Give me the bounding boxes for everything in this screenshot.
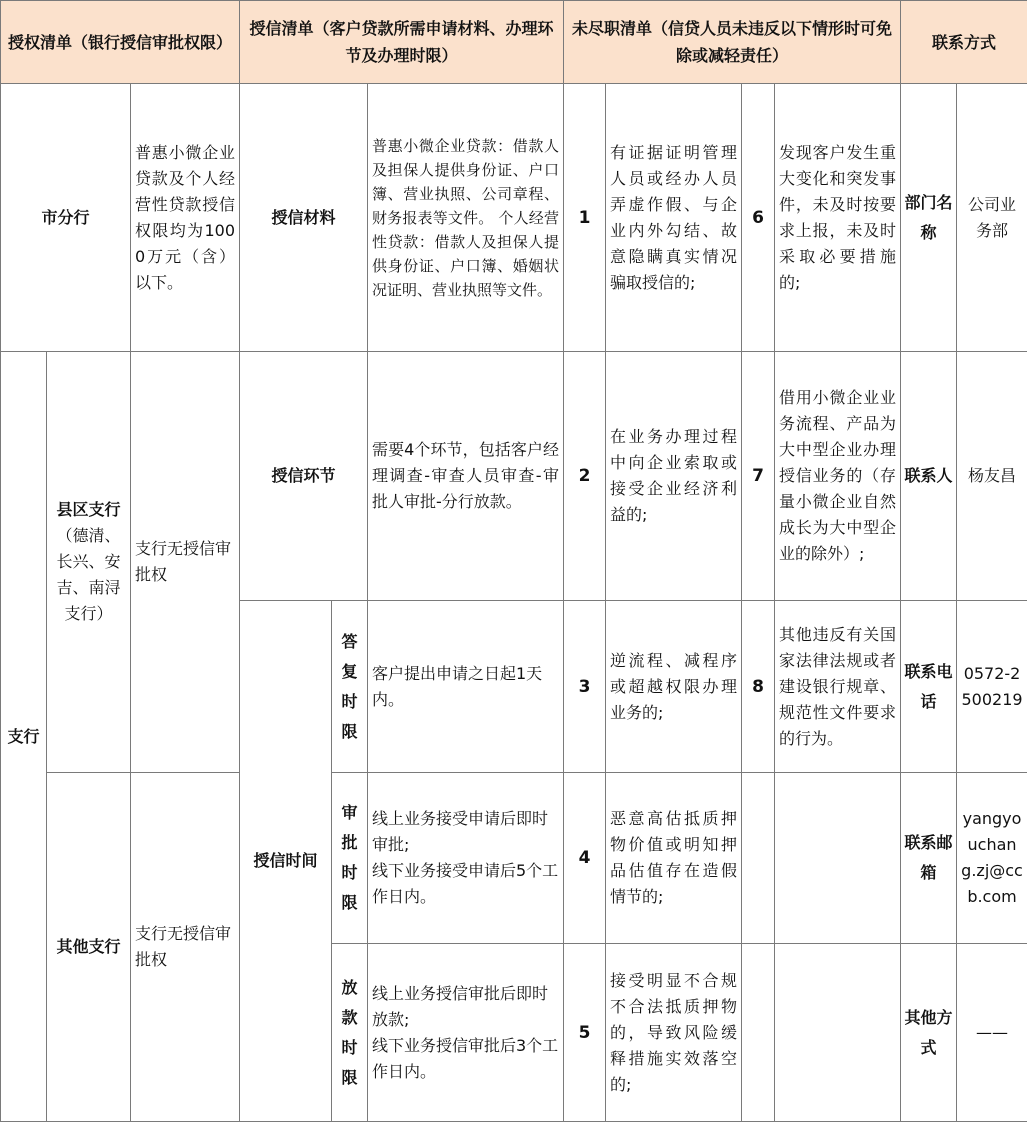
email-value: yangyouchang.zj@ccb.com [957, 773, 1027, 944]
reply-label: 答复时限 [332, 601, 368, 773]
person-value: 杨友昌 [957, 352, 1027, 601]
process-text: 需要4个环节，包括客户经理调查-审查人员审查-审批人审批-分行放款。 [368, 352, 564, 601]
diligence-item-1: 有证据证明管理人员或经办人员弄虚作假、与企业内外勾结、故意隐瞒真实情况骗取授信的; [606, 84, 742, 352]
approval-text [368, 773, 564, 944]
other-branch-authority: 支行无授信审批权 [131, 773, 240, 1122]
dept-value: 公司业务部 [957, 84, 1027, 352]
other-label: 其他方式 [901, 944, 957, 1122]
city-branch-authority: 普惠小微企业贷款及个人经营性贷款授信权限均为1000万元（含）以下。 [131, 84, 240, 352]
diligence-number-5: 5 [564, 944, 606, 1122]
release-label: 放款时限 [332, 944, 368, 1122]
diligence-item-2: 在业务办理过程中向企业索取或接受企业经济利益的; [606, 352, 742, 601]
other-branch-label: 其他支行 [47, 773, 131, 1122]
diligence-number-1: 1 [564, 84, 606, 352]
sub-branch-label: 支行 [1, 352, 47, 1122]
empty-cell [775, 773, 901, 944]
diligence-item-6: 发现客户发生重大变化和突发事件，未及时按要求上报，未及时采取必要措施的; [775, 84, 901, 352]
empty-cell [742, 944, 775, 1122]
city-branch-label: 市分行 [1, 84, 131, 352]
phone-label: 联系电话 [901, 601, 957, 773]
header-diligence: 未尽职清单（信贷人员未违反以下情形时可免除或减轻责任） [564, 1, 901, 84]
release-text [368, 944, 564, 1122]
empty-cell [742, 773, 775, 944]
release-online: 线上业务授信审批后即时放款; [372, 983, 549, 1029]
diligence-number-8: 8 [742, 601, 775, 773]
diligence-number-7: 7 [742, 352, 775, 601]
header-contact: 联系方式 [901, 1, 1027, 84]
diligence-number-4: 4 [564, 773, 606, 944]
diligence-item-4: 恶意高估抵质押物价值或明知押品估值存在造假情节的; [606, 773, 742, 944]
county-branch-cell [47, 352, 131, 773]
diligence-number-6: 6 [742, 84, 775, 352]
header-authorization: 授权清单（银行授信审批权限） [1, 1, 240, 84]
release-offline: 线下业务授信审批后3个工作日内。 [372, 1035, 559, 1081]
header-credit: 授信清单（客户贷款所需申请材料、办理环节及办理时限） [240, 1, 564, 84]
county-branch-label: 县区支行 [56, 500, 121, 519]
reply-text: 客户提出申请之日起1天内。 [368, 601, 564, 773]
diligence-number-3: 3 [564, 601, 606, 773]
materials-text: 普惠小微企业贷款：借款人及担保人提供身份证、户口簿、营业执照、公司章程、财务报表等文件。 个人经营性贷款：借款人及担保人提供身份证、户口簿、婚姻状况证明、营业执照等文件。 [368, 84, 564, 352]
email-label: 联系邮箱 [901, 773, 957, 944]
diligence-number-2: 2 [564, 352, 606, 601]
other-value: —— [957, 944, 1027, 1122]
diligence-item-3: 逆流程、减程序或超越权限办理业务的; [606, 601, 742, 773]
time-label: 授信时间 [240, 601, 332, 1122]
phone-value: 0572-2500219 [957, 601, 1027, 773]
diligence-item-8: 其他违反有关国家法律法规或者建设银行规章、规范性文件要求的行为。 [775, 601, 901, 773]
materials-label: 授信材料 [240, 84, 368, 352]
dept-label: 部门名称 [901, 84, 957, 352]
approval-offline: 线下业务接受申请后5个工作日内。 [372, 861, 559, 906]
diligence-item-5: 接受明显不合规不合法抵质押物的，导致风险缓释措施实效落空的; [606, 944, 742, 1122]
empty-cell [775, 944, 901, 1122]
diligence-item-7: 借用小微企业业务流程、产品为大中型企业办理授信业务的（存量小微企业自然成长为大中型企业的除外）; [775, 352, 901, 601]
approval-label: 审批时限 [332, 773, 368, 944]
process-label: 授信环节 [240, 352, 368, 601]
approval-online: 线上业务接受申请后即时审批; [372, 809, 549, 854]
person-label: 联系人 [901, 352, 957, 601]
county-branch-note: （德清、长兴、安吉、南浔支行） [56, 526, 121, 623]
county-branch-authority: 支行无授信审批权 [131, 352, 240, 773]
